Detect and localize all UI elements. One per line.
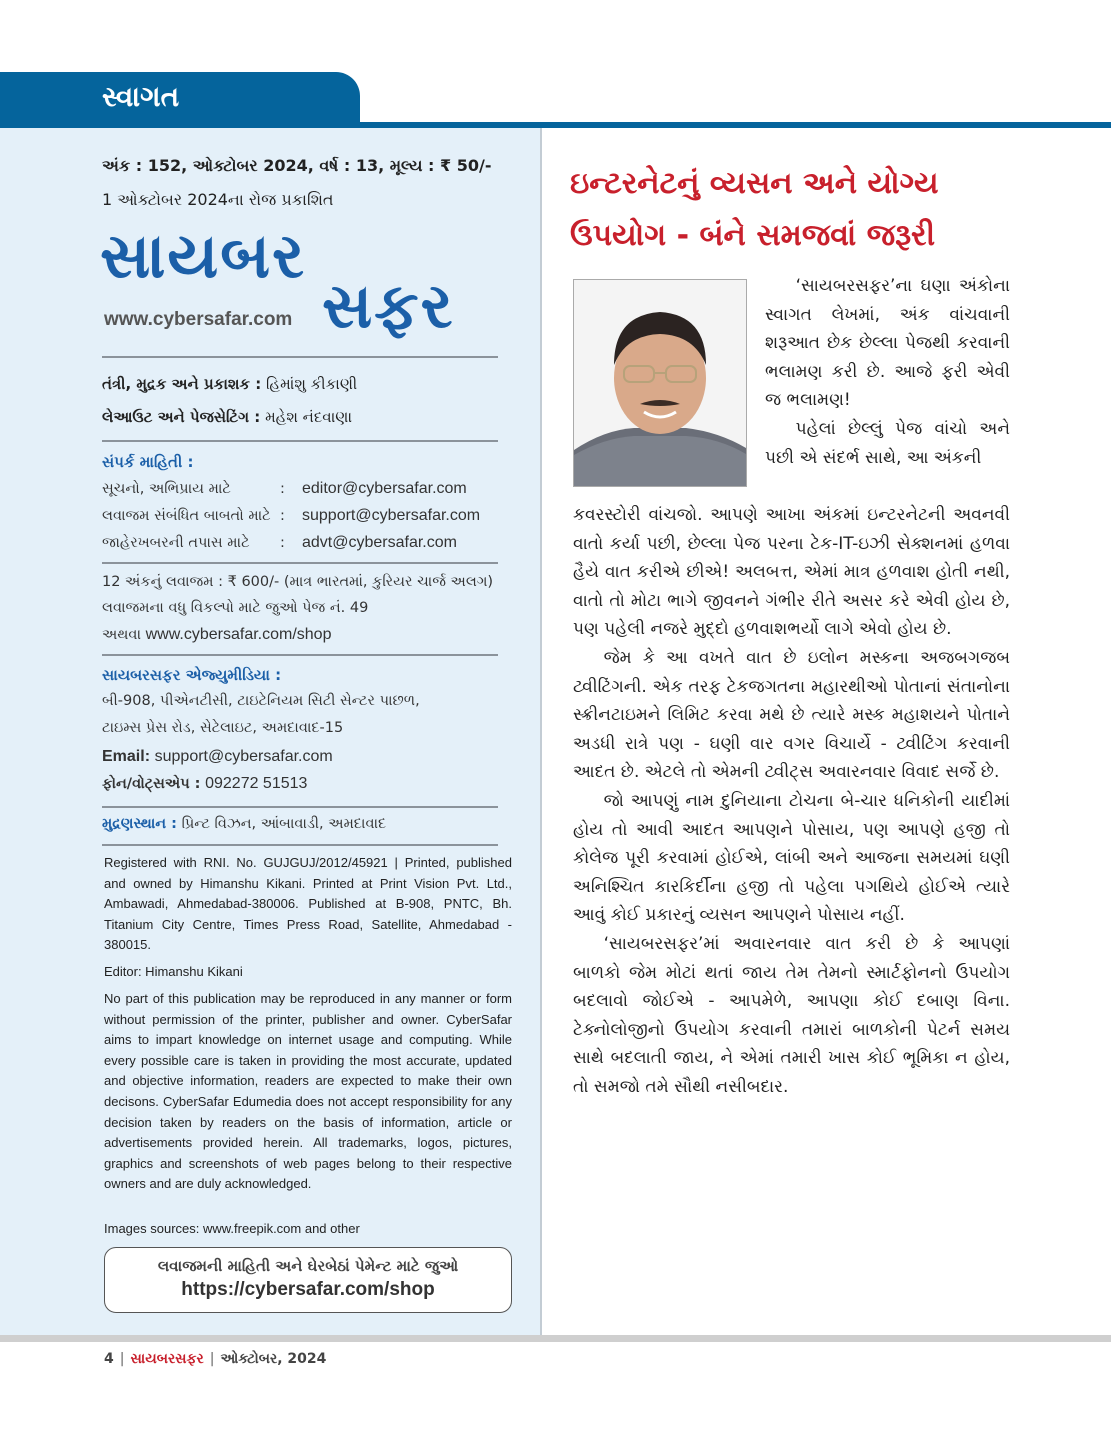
credit-label: લેઆઉટ અને પેજસેટિંગ : — [102, 408, 261, 426]
footer-rule — [0, 1335, 1111, 1342]
section-label: સ્વાગત — [102, 80, 180, 113]
shop-link[interactable]: www.cybersafar.com/shop — [145, 626, 332, 643]
credit-editor — [102, 375, 357, 393]
subscription-shop — [102, 626, 331, 644]
contact-label: સૂચનો, અભિપ્રાય માટે — [102, 481, 231, 497]
page-footer — [104, 1351, 326, 1367]
credit-layout — [102, 408, 352, 426]
colon: : — [280, 481, 285, 497]
shop-callout[interactable] — [104, 1247, 512, 1313]
address-line-1: બી-908, પીએનટીસી, ટાઇટેનિયમ સિટી સેન્ટર પાછળ, — [102, 693, 420, 709]
article-title — [570, 158, 1090, 262]
article-intro — [765, 272, 1010, 472]
section-tab — [0, 72, 360, 128]
paragraph: ‘સાયબરસફર’માં અવારનવાર વાત કરી છે કે આપણાં બાળકો જેમ મોટાં થતાં જાય તેમ તેમનો સ્માર્ટફોનનો ઉપયોગ બદલાવો જોઈએ - આપમેળે, આપણા કોઈ દબાણ વિના. ટેક્નોલોજીનો ઉપયોગ કરવાની તમારાં બાળકોની પેટર્ન સમય સાથે બદલાતી જાય, ને એમાં તમારી ખાસ કોઈ ભૂમિકા ન હોય, તો સમજો તમે સૌથી નસીબદાર. — [573, 933, 1010, 1097]
printer-value: પ્રિન્ટ વિઝન, આંબાવાડી, અમદાવાદ — [181, 816, 387, 832]
article-title-line-1: ઇન્ટરનેટનું વ્યસન અને યોગ્ય — [570, 166, 939, 201]
contact-heading: સંપર્ક માહિતી : — [102, 453, 194, 471]
edumedia-heading: સાયબરસફર એજ્યુમીડિયા : — [102, 666, 282, 684]
email-label: Email: — [102, 748, 151, 765]
subscription-options: લવાજમના વધુ વિકલ્પો માટે જુઓ પેજ નં. 49 — [102, 600, 369, 616]
shop-callout-text: લવાજમની માહિતી અને ઘેરબેઠાં પેમેન્ટ માટે જુઓ — [157, 1257, 459, 1275]
divider — [102, 562, 498, 564]
author-photo — [573, 279, 747, 487]
logo-url[interactable]: www.cybersafar.com — [104, 309, 293, 330]
colon: : — [280, 508, 285, 524]
contact-email[interactable]: support@cybersafar.com — [302, 507, 481, 524]
paragraph: કવરસ્ટોરી વાંચજો. આપણે આખા અંકમાં ઇન્ટરનેટની અવનવી વાતો કર્યા પછી, છેલ્લા પેજ પરના ટેક-IT-ઇઝી સેક્શનમાં હળવા હૈયે વાત કરીએ છીએ! અલબત્ત, એમાં માત્ર હળવાશ હોતી નથી, વાતો તો મોટા ભાગે જીવનને ગંભીર રીતે અસર કરે એવી હોય છે, પણ પહેલી નજરે મુદ્દો હળવાશભર્યો લાગે એવો હોય છે. — [573, 505, 1010, 640]
paragraph: ‘સાયબરસફર’ના ઘણા અંકોના સ્વાગત લેખમાં, અંક વાંચવાની શરૂઆત છેક છેલ્લા પેજથી કરવાની ભલામણ કરી છે. આજે ફરી એવી જ ભલામણ! — [765, 276, 1010, 411]
divider — [102, 806, 498, 808]
article-title-line-2: ઉપયોગ - બંને સમજવાં જરૂરી — [570, 218, 936, 253]
divider — [102, 440, 498, 442]
shop-prefix: અથવા — [102, 627, 142, 643]
divider — [102, 356, 498, 358]
page-number: 4 — [104, 1351, 114, 1367]
footer-brand: સાયબરસફર — [130, 1351, 204, 1367]
shop-callout-url[interactable]: https://cybersafar.com/shop — [181, 1279, 435, 1300]
credit-value: હિમાંશુ કીકાણી — [266, 375, 358, 393]
phone-value: 092272 51513 — [205, 775, 308, 792]
disclaimer-text: No part of this publication may be reproduced in any manner or form without permission of the printer, publisher and owner. CyberSafar aims to impart knowledge on internet usage and computing. While every possible care is taken in providing the most accurate, updated and objective information, readers are expected to make their own decisons. CyberSafar Edumedia does not accept responsibility for any decision taken by readers on the basis of information, article or advertisements provided herein. All trademarks, logos, pictures, graphics and screenshots of web pages belong to their respective owners and are duly acknowledged. — [104, 991, 512, 1192]
printer-line — [102, 816, 386, 832]
image-sources: Images sources: www.freepik.com and other — [104, 1221, 360, 1236]
published-line: 1 ઓક્ટોબર 2024ના રોજ પ્રકાશિત — [102, 190, 334, 209]
contact-row — [102, 507, 502, 525]
contact-label: જાહેરખબરની તપાસ માટે — [102, 535, 250, 551]
phone-label: ફોન/વોટ્સએપ : — [102, 776, 201, 792]
email-line — [102, 748, 333, 766]
contact-email[interactable]: editor@cybersafar.com — [302, 480, 467, 497]
address-line-2: ટાઇમ્સ પ્રેસ રોડ, સેટેલાઇટ, અમદાવાદ-15 — [102, 720, 344, 736]
logo-cyber: સાયબર — [100, 219, 307, 292]
paragraph: જેમ કે આ વખતે વાત છે ઇલોન મસ્કના અજબગજબ ટ્વીટિંગની. એક તરફ ટેકજગતના મહારથીઓ પોતાનાં સંતાનોના સ્ક્રીનટાઇમને લિમિટ કરવા મથે છે ત્યારે મસ્ક મહાશયને પોતાને અડધી રાત્રે પણ - ઘણી વાર વગર વિચાર્યે - ટ્વીટિંગ કરવાની આદત છે. એટલે તો એમની ટ્વીટ્સ અવારનવાર વિવાદ સર્જે છે. — [573, 647, 1010, 783]
credit-value: મહેશ નંદવાણા — [265, 408, 353, 426]
contact-row — [102, 480, 502, 498]
contact-email[interactable]: advt@cybersafar.com — [302, 534, 457, 551]
divider — [102, 654, 498, 656]
contact-row — [102, 534, 502, 552]
separator: | — [209, 1351, 215, 1367]
article-body — [573, 501, 1010, 1101]
credit-label: તંત્રી, મુદ્રક અને પ્રકાશક : — [102, 375, 262, 393]
author-portrait-icon — [574, 280, 746, 486]
colon: : — [280, 535, 285, 551]
issue-line: અંક : 152, ઓક્ટોબર 2024, વર્ષ : 13, મૂલ્ય : ₹ 50/- — [102, 156, 492, 175]
separator: | — [119, 1351, 125, 1367]
registration-text: Registered with RNI. No. GUJGUJ/2012/45921 | Printed, published and owned by Himanshu Kikani. Printed at Print Vision Pvt. Ltd., Ambawadi, Ahmedabad-380006. Published at B-908, PNTC, Bh. Titanium City Centre, Times Press Road, Satellite, Ahmedabad - 380015. — [104, 855, 512, 953]
editor-text: Editor: Himanshu Kikani — [104, 964, 243, 979]
contact-label: લવાજમ સંબંધિત બાબતો માટે — [102, 508, 271, 524]
phone-line — [102, 775, 307, 793]
subscription-price: 12 અંકનું લવાજમ : ₹ 600/- (માત્ર ભારતમાં, કુરિયર ચાર્જ અલગ) — [102, 574, 494, 590]
printer-label: મુદ્રણસ્થાન : — [102, 816, 177, 832]
paragraph: પહેલાં છેલ્લું પેજ વાંચો અને પછી એ સંદર્ભ સાથે, આ અંકની — [765, 418, 1010, 468]
paragraph: જો આપણું નામ દુનિયાના ટોચના બે-ચાર ધનિકોની યાદીમાં હોય તો આવી આદત આપણને પોસાય, પણ આપણે હજી તો કોલેજ પૂરી કરવામાં હોઈએ, લાંબી અને આજના સમયમાં ઘણી અનિશ્ચિત કારકિર્દીના હજી તો પહેલા પગથિયે હોઈએ ત્યારે આવું કોઈ પ્રકારનું વ્યસન આપણને પોસાય નહીં. — [573, 790, 1010, 926]
footer-date: ઓક્ટોબર, 2024 — [220, 1351, 327, 1367]
divider — [102, 844, 498, 846]
email-value[interactable]: support@cybersafar.com — [154, 748, 333, 765]
logo-safar: સફર — [322, 269, 455, 342]
